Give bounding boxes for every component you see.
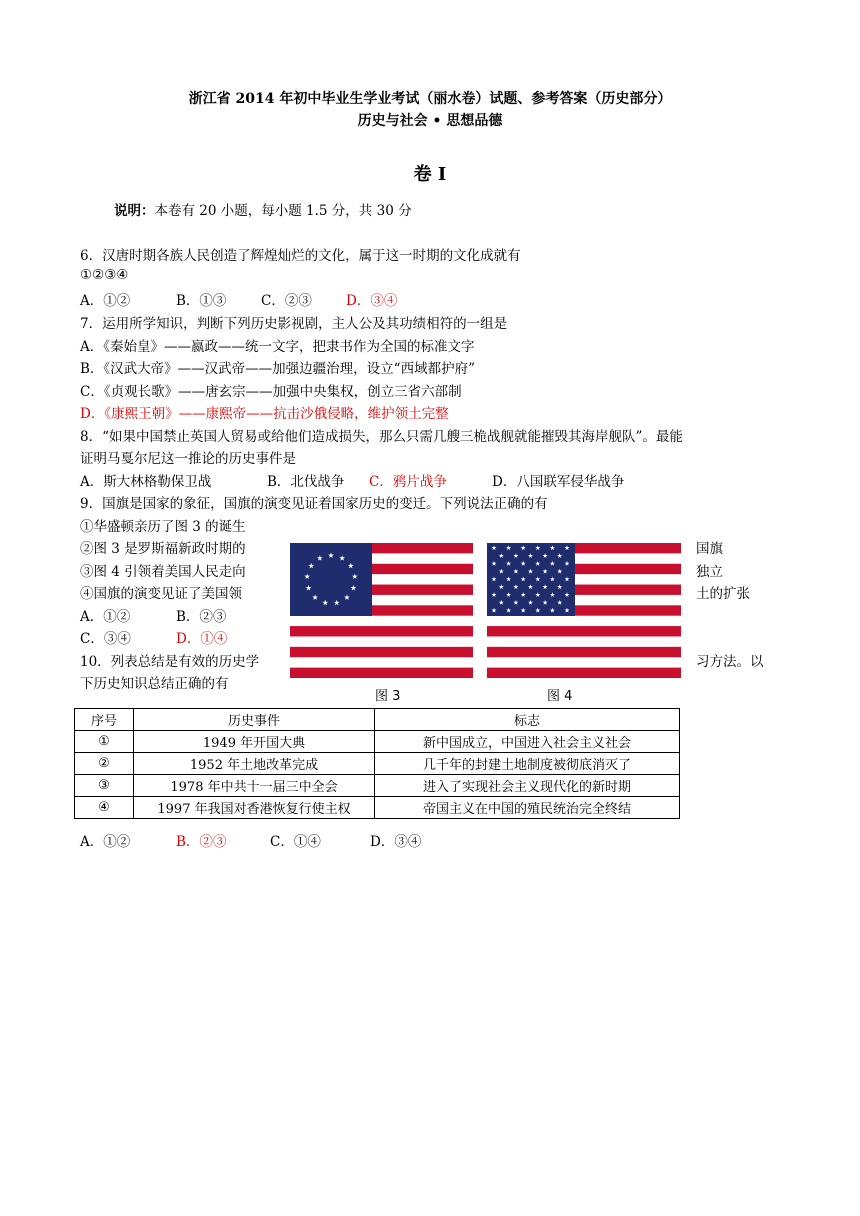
row-index: ④ (75, 797, 134, 819)
header-index: 序号 (75, 709, 134, 731)
q10-stem-left: 10．列表总结是有效的历史学 (80, 654, 260, 670)
table-row (75, 797, 680, 819)
q6-option-c: C．②③ (261, 293, 312, 309)
q9-statement-2-right: 国旗 (696, 541, 723, 557)
row-significance: 新中国成立，中国进入社会主义社会 (375, 731, 680, 753)
flag-red-stripe (487, 668, 681, 678)
q10-stem-right: 习方法。以 (696, 654, 764, 670)
row-event: 1978 年中共十一届三中全会 (134, 775, 375, 797)
q7-option-c: C．《贞观长歌》——唐玄宗——加强中央集权，创立三省六部制 (80, 384, 462, 400)
history-summary-table (74, 708, 680, 819)
table-row (75, 731, 680, 753)
q6-option-b: B．①③ (176, 293, 227, 309)
q10-stem-line2: 下历史知识总结正确的有 (80, 676, 229, 692)
instructions-text: 本卷有 20 小题，每小题 1.5 分，共 30 分 (154, 203, 412, 219)
row-event: 1952 年土地改革完成 (134, 753, 375, 775)
q10-option-b-answer: B．②③ (176, 834, 227, 850)
q9-statement-4-right: 土的扩张 (696, 586, 750, 602)
table-row (75, 775, 680, 797)
q10-option-a: A．①② (80, 834, 131, 850)
row-index: ③ (75, 775, 134, 797)
figure-4-fifty-star-flag (487, 543, 681, 678)
q7-option-d-answer: D．《康熙王朝》——康熙帝——抗击沙俄侵略，维护领土完整 (80, 406, 449, 422)
q9-option-d-answer: D．①④ (176, 631, 228, 647)
q10-option-c: C．①④ (270, 834, 321, 850)
q9-statement-3-left: ③图 4 引领着美国人民走向 (80, 564, 246, 580)
q8-stem-line2: 证明马戛尔尼这一推论的历史事件是 (80, 451, 296, 467)
document-title: 浙江省 2014 年初中毕业生学业考试（丽水卷）试题、参考答案（历史部分） (188, 91, 672, 107)
q8-stem-line1: 8．“如果中国禁止英国人贸易或给他们造成损失，那么只需几艘三桅战舰就能摧毁其海岸舰队”。最能 (80, 429, 683, 445)
flag-red-stripe (487, 647, 681, 657)
q7-stem: 7．运用所学知识，判断下列历史影视剧，主人公及其功绩相符的一组是 (80, 316, 508, 332)
document-subtitle: 历史与社会 • 思想品德 (357, 113, 503, 129)
q7-option-b: B．《汉武大帝》——汉武帝——加强边疆治理，设立“西域都护府” (80, 361, 475, 377)
q9-stem: 9．国旗是国家的象征，国旗的演变见证着国家历史的变迁。下列说法正确的有 (80, 496, 548, 512)
figure-3-caption: 图 3 (375, 689, 401, 704)
flag-red-stripe (290, 668, 473, 678)
instructions-label: 说明： (114, 203, 155, 219)
row-event: 1949 年开国大典 (134, 731, 375, 753)
q9-option-a: A．①② (80, 609, 131, 625)
q6-stem: 6．汉唐时期各族人民创造了辉煌灿烂的文化，属于这一时期的文化成就有 (80, 248, 521, 264)
q9-statement-1: ①华盛顿亲历了图 3 的诞生 (80, 519, 246, 535)
header-event: 历史事件 (134, 709, 375, 731)
figure-4-caption: 图 4 (547, 689, 573, 704)
instructions (114, 199, 412, 219)
row-event: 1997 年我国对香港恢复行使主权 (134, 797, 375, 819)
figure-3-betsy-ross-flag (290, 543, 473, 678)
row-index: ② (75, 753, 134, 775)
volume-heading: 卷 I (413, 164, 447, 185)
table-header-row (75, 709, 680, 731)
table-row (75, 753, 680, 775)
q7-option-a: A．《秦始皇》——嬴政——统一文字，把隶书作为全国的标准文字 (80, 339, 475, 355)
q8-option-d: D．八国联军侵华战争 (492, 474, 625, 490)
flag-red-stripe (487, 626, 681, 636)
q6-items: ①②③④ (80, 267, 129, 283)
q9-option-c: C．③④ (80, 631, 131, 647)
q6-option-a: A．①② (80, 293, 131, 309)
q9-statement-3-right: 独立 (696, 564, 723, 580)
q8-option-a: A．斯大林格勒保卫战 (80, 474, 212, 490)
header-significance: 标志 (375, 709, 680, 731)
flag-red-stripe (290, 647, 473, 657)
q9-statement-4-left: ④国旗的演变见证了美国领 (80, 586, 242, 602)
q10-option-d: D．③④ (370, 834, 422, 850)
row-significance: 几千年的封建土地制度被彻底消灭了 (375, 753, 680, 775)
q6-option-d-answer: D．③④ (346, 293, 398, 309)
q9-option-b: B．②③ (176, 609, 227, 625)
row-significance: 帝国主义在中国的殖民统治完全终结 (375, 797, 680, 819)
q8-option-b: B．北伐战争 (267, 474, 345, 490)
flag-red-stripe (290, 626, 473, 636)
q8-option-c-answer: C．鸦片战争 (369, 474, 447, 490)
row-index: ① (75, 731, 134, 753)
q9-statement-2-left: ②图 3 是罗斯福新政时期的 (80, 541, 246, 557)
row-significance: 进入了实现社会主义现代化的新时期 (375, 775, 680, 797)
